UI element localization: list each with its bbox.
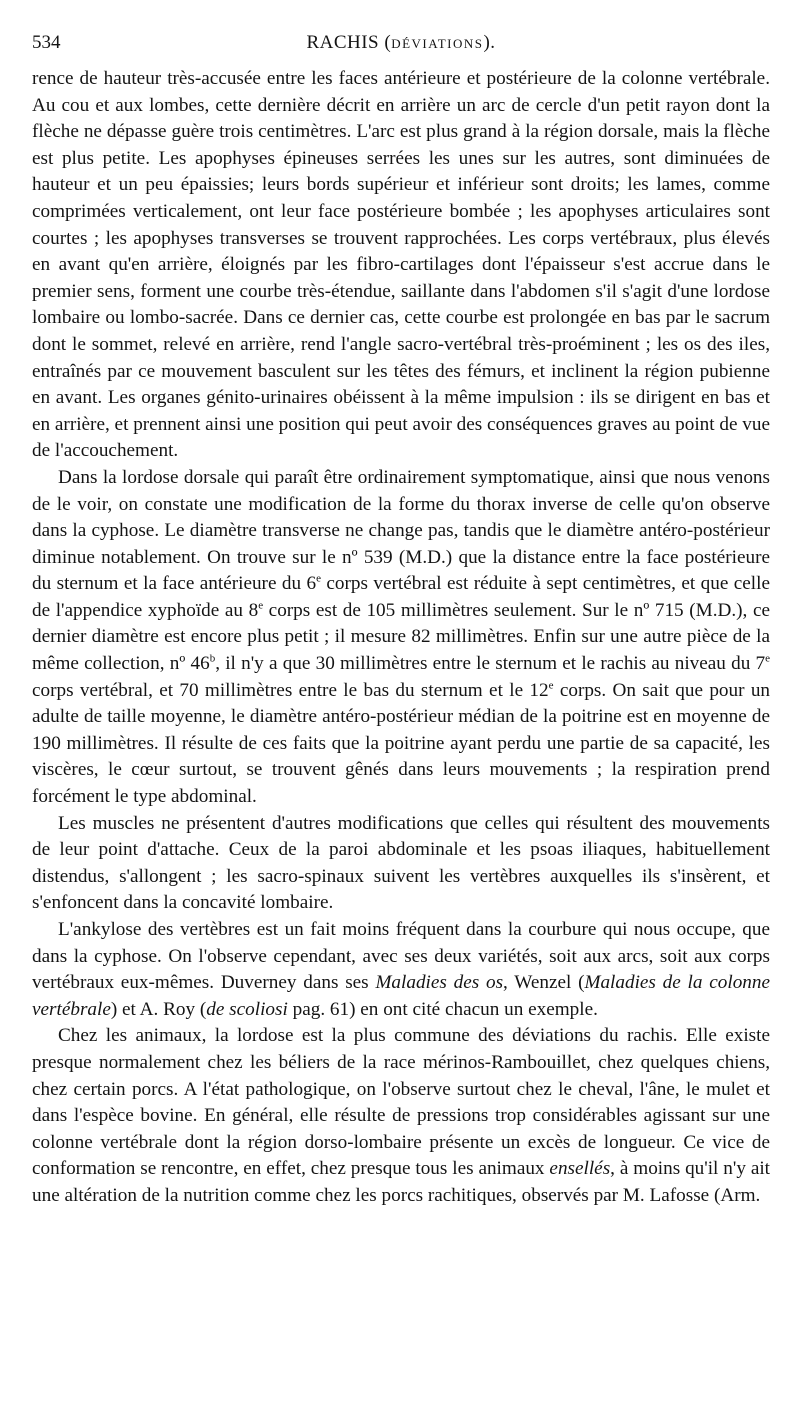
running-title-main: RACHIS (	[306, 32, 392, 53]
text-segment: corps est de 105 millimètres seulement. Sur le nº 715 (M.D.), ce dernier diamètre est encore plus petit ; il mesure 82 millimètres. Enfin sur une autre pièce de la même collection, nº 46	[32, 599, 770, 675]
text-segment: Dans la lordose dorsale qui paraît être ordinairement symptomatique, ainsi que nous venons de le voir, on constate une modification de la forme du thorax inverse de celle qu'on observe dans la cyphose. Le diamètre transverse ne change pas, tandis que le diamètre antéro-postérieur diminue notablement. On trouve sur le nº 539 (M.D.) que la distance entre la face postérieure du sternum et la face antérieure du 6	[32, 466, 770, 595]
text-segment: , Wenzel (	[503, 972, 585, 994]
page-number: 534	[32, 32, 61, 53]
text-segment: corps. On sait que pour un adulte de taille moyenne, le diamètre antéro-postérieur médian de la poitrine est en moyenne de 190 millimètres. Il résulte de ces faits que la poitrine ayant perdu une partie de sa capacité, les viscères, le cœur surtout, se trouvent gênés dans leurs mouvements ; la respiration prend forcément le type abdominal.	[32, 679, 771, 808]
body-text	[32, 66, 770, 1210]
italic-citation: Maladies de la colonne vertébrale	[32, 972, 770, 1020]
superscript: e	[765, 652, 770, 665]
paragraph-muscles: Les muscles ne présentent d'autres modifications que celles qui résultent des mouvements de leur point d'attache. Ceux de la paroi abdominale et les psoas iliaques, habituellement distendus, s'allongent ; les sacro-spinaux suivent les vertèbres auxquelles ils s'insèrent, et s'enfoncent dans la concavité lombaire.	[32, 812, 770, 914]
paragraph-ankylose	[32, 917, 770, 1023]
text-segment: , il n'y a que 30 millimètres entre le sternum et le rachis au niveau du 7	[215, 653, 766, 675]
text-segment: ) et A. Roy (	[110, 998, 207, 1020]
paragraph-animaux	[32, 1023, 770, 1209]
superscript: e	[316, 572, 321, 585]
text-segment: L'ankylose des vertèbres est un fait moins fréquent dans la courbure qui nous occupe, que dans la cyphose. On l'observe cependant, avec ses deux variétés, soit aux arcs, soit aux corps vertébraux eux-mêmes. Duverney dans ses	[32, 919, 770, 994]
text-segment: corps vertébral est réduite à sept centimètres, et que celle de l'appendice xyphoïde au 8	[32, 573, 770, 621]
superscript: e	[258, 599, 264, 612]
italic-citation: de scoliosi	[206, 998, 288, 1020]
running-head	[32, 28, 770, 58]
text-segment: Chez les animaux, la lordose est la plus commune des déviations du rachis. Elle existe presque normalement chez les béliers de la race mérinos-Rambouillet, chez quelques chiens, chez certain porcs. A l'état pathologique, on l'observe surtout chez le cheval, l'âne, le mulet et dans l'espèce bovine. En général, elle résulte de pressions trop considérables agissant sur une colonne vertébrale dont la région dorso-lombaire présente un excès de longueur. Ce vice de conformation se rencontre, en effet, chez presque tous les animaux	[32, 1025, 770, 1180]
running-title-close: ).	[483, 32, 496, 53]
superscript: e	[548, 679, 554, 692]
text-segment: , à moins qu'il n'y ait une altération de la nutrition comme chez les porcs rachitiques, observés par M. Lafosse (Arm.	[32, 1158, 770, 1206]
italic-term: ensellés	[549, 1158, 611, 1180]
paragraph-lordose-dorsale	[32, 465, 770, 811]
text-segment: corps vertébral, et 70 millimètres entre le bas du sternum et le 12	[32, 679, 549, 701]
running-title-small-caps: DÉVIATIONS	[391, 36, 484, 51]
text-segment: pag. 61) en ont cité chacun un exemple.	[287, 998, 598, 1020]
paragraph-continuation: rence de hauteur très-accusée entre les faces antérieure et postérieure de la colonne vertébrale. Au cou et aux lombes, cette dernière décrit en arrière un arc de cercle d'un petit rayon dont la flèche ne dépasse guère trois centimètres. L'arc est plus grand à la région dorsale, mais la flèche est plus petite. Les apophyses épineuses serrées les unes sur les autres, sont diminuées de hauteur et un peu épaissies; leurs bords supérieur et inférieur sont droits; les lames, comme comprimées verticalement, ont leur face postérieure bombée ; les apophyses articulaires sont courtes ; les apophyses transverses se trouvent rapprochées. Les corps vertébraux, plus élevés en avant qu'en arrière, éloignés par les fibro-cartilages dont l'épaisseur s'est accrue dans le premier sens, forment une courbe très-étendue, saillante dans l'abdomen s'il s'agit d'une lordose lombaire ou lombo-sacrée. Dans ce dernier cas, cette courbe est prolongée en bas par le sacrum dont le sommet, relevé en arrière, rend l'angle sacro-vertébral très-proéminent ; les os des iles, entraînés par ce mouvement basculent sur les têtes des fémurs, et inclinent la région pubienne en avant. Les organes génito-urinaires obéissent à la même impulsion : ils se dirigent en bas et en arrière, et prennent ainsi une position qui peut avoir des conséquences graves au point de vue de l'accouchement.	[32, 68, 770, 462]
italic-citation: Maladies des os	[375, 972, 504, 994]
superscript: b	[209, 652, 216, 665]
running-title	[32, 28, 770, 59]
